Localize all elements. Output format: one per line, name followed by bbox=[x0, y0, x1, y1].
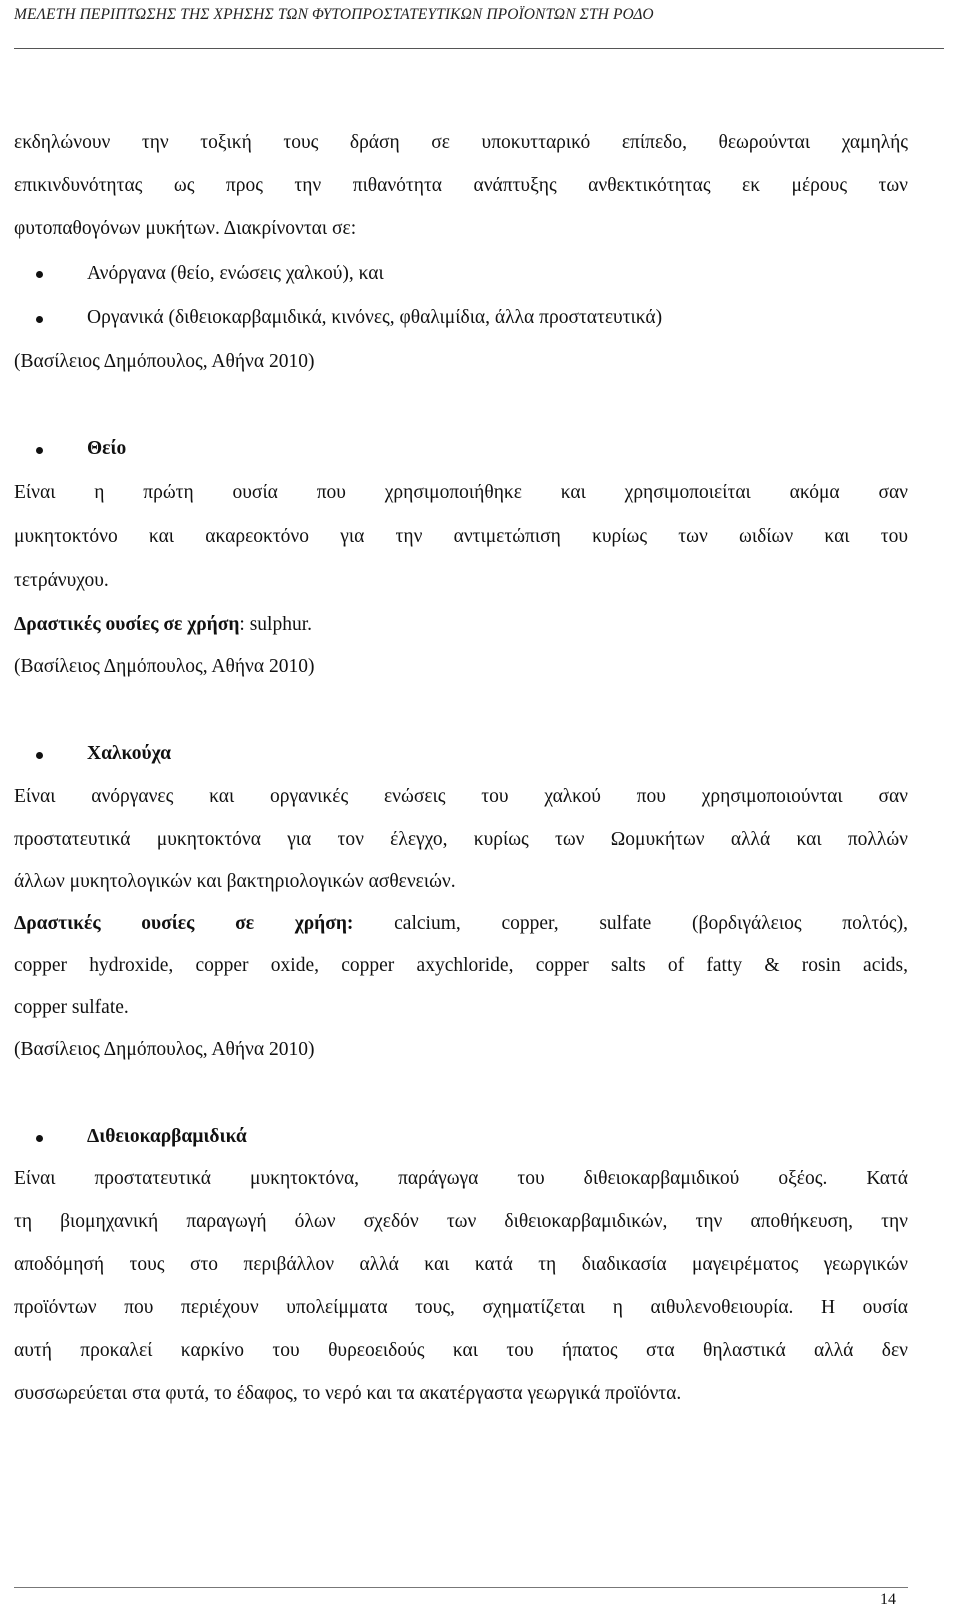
copper-line-6: copper sulfate. bbox=[14, 997, 129, 1018]
copper-active-substances bbox=[14, 912, 908, 936]
bullet-organic: Οργανικά (διθειοκαρβαμιδικά, κινόνες, φθαλιμίδια, άλλα προστατευτικά) bbox=[87, 307, 663, 328]
intro-citation: (Βασίλειος Δημόπουλος, Αθήνα 2010) bbox=[14, 351, 315, 372]
copper-citation: (Βασίλειος Δημόπουλος, Αθήνα 2010) bbox=[14, 1039, 315, 1060]
bullet-icon bbox=[36, 271, 43, 278]
bullet-inorganic: Ανόργανα (θείο, ενώσεις χαλκού), και bbox=[87, 263, 384, 284]
bullet-icon bbox=[36, 1135, 43, 1142]
bullet-icon bbox=[36, 316, 43, 323]
sulfur-citation: (Βασίλειος Δημόπουλος, Αθήνα 2010) bbox=[14, 656, 315, 677]
intro-line-3: φυτοπαθογόνων μυκήτων. Διακρίνονται σε: bbox=[14, 218, 357, 239]
copper-line-1: Είναι ανόργανες και οργανικές ενώσεις του χαλκού που χρησιμοποιούνται σαν bbox=[14, 786, 908, 807]
section-title-copper: Χαλκούχα bbox=[87, 743, 172, 764]
section-title-dithiocarbamates: Διθειοκαρβαμιδικά bbox=[87, 1126, 247, 1147]
copper-line-2: προστατευτικά μυκητοκτόνα για τον έλεγχο, κυρίως των Ωομυκήτων αλλά και πολλών bbox=[14, 829, 908, 850]
active-value: calcium, copper, sulfate (βορδιγάλειος πολτός), bbox=[394, 913, 908, 934]
copper-line-3: άλλων μυκητολογικών και βακτηριολογικών ασθενειών. bbox=[14, 871, 456, 892]
dithio-line-3: αποδόμησή τους στο περιβάλλον αλλά και κατά τη διαδικασία μαγειρέματος γεωργικών bbox=[14, 1254, 908, 1275]
copper-line-5: copper hydroxide, copper oxide, copper axychloride, copper salts of fatty & rosin acids, bbox=[14, 955, 908, 976]
running-header: ΜΕΛΕΤΗ ΠΕΡΙΠΤΩΣΗΣ ΤΗΣ ΧΡΗΣΗΣ ΤΩΝ ΦΥΤΟΠΡΟΣΤΑΤΕΥΤΙΚΩΝ ΠΡΟΪΟΝΤΩΝ ΣΤΗ ΡΟΔΟ bbox=[14, 6, 654, 23]
sulfur-line-3: τετράνυχου. bbox=[14, 570, 109, 591]
sulfur-active-substances bbox=[14, 613, 908, 637]
sulfur-line-1: Είναι η πρώτη ουσία που χρησιμοποιήθηκε και χρησιμοποιείται ακόμα σαν bbox=[14, 482, 908, 503]
active-value: : sulphur. bbox=[239, 614, 313, 635]
dithio-line-5: αυτή προκαλεί καρκίνο του θυρεοειδούς και του ήπατος στα θηλαστικά αλλά δεν bbox=[14, 1340, 908, 1361]
sulfur-line-2: μυκητοκτόνο και ακαρεοκτόνο για την αντιμετώπιση κυρίως των ωιδίων και του bbox=[14, 526, 908, 547]
active-label: Δραστικές ουσίες σε χρήση: bbox=[14, 913, 354, 934]
intro-line-1: εκδηλώνουν την τοξική τους δράση σε υποκυτταρικό επίπεδο, θεωρούνται χαμηλής bbox=[14, 132, 908, 153]
bullet-icon bbox=[36, 752, 43, 759]
footer-divider bbox=[14, 1587, 908, 1588]
section-title-sulfur: Θείο bbox=[87, 438, 127, 459]
dithio-line-6: συσσωρεύεται στα φυτά, το έδαφος, το νερό και τα ακατέργαστα γεωργικά προϊόντα. bbox=[14, 1383, 682, 1404]
page-number: 14 bbox=[880, 1591, 896, 1608]
header-divider bbox=[14, 48, 944, 49]
active-label: Δραστικές ουσίες σε χρήση bbox=[14, 614, 240, 635]
dithio-line-1: Είναι προστατευτικά μυκητοκτόνα, παράγωγα του διθειοκαρβαμιδικού οξέος. Κατά bbox=[14, 1168, 908, 1189]
dithio-line-4: προϊόντων που περιέχουν υπολείμματα τους, σχηματίζεται η αιθυλενοθειουρία. Η ουσία bbox=[14, 1297, 908, 1318]
bullet-icon bbox=[36, 447, 43, 454]
dithio-line-2: τη βιομηχανική παραγωγή όλων σχεδόν των διθειοκαρβαμιδικών, την αποθήκευση, την bbox=[14, 1211, 908, 1232]
intro-line-2: επικινδυνότητας ως προς την πιθανότητα ανάπτυξης ανθεκτικότητας εκ μέρους των bbox=[14, 175, 908, 196]
